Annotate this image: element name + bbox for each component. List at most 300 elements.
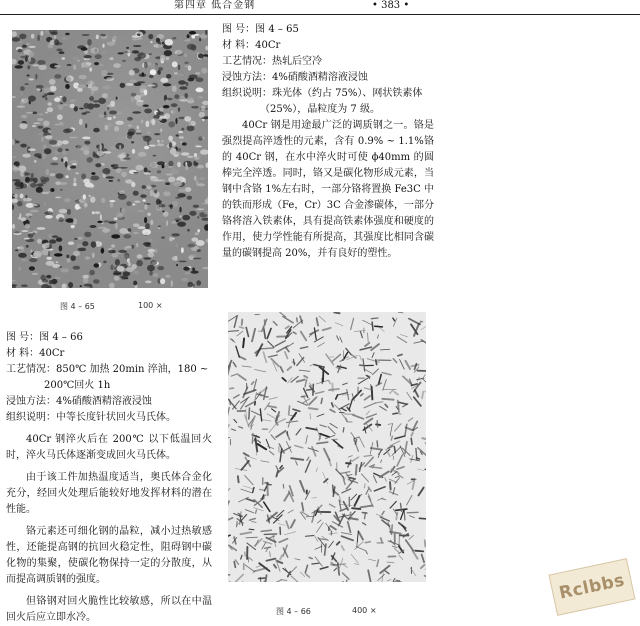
- grain-spot: [72, 163, 77, 165]
- grain-spot: [47, 107, 53, 112]
- martensite-needle: [407, 392, 412, 399]
- martensite-needle: [330, 504, 335, 507]
- grain-spot: [59, 209, 68, 214]
- grain-spot: [42, 192, 49, 194]
- grain-spot: [159, 204, 166, 207]
- grain-spot: [174, 154, 179, 156]
- grain-spot: [133, 45, 142, 47]
- martensite-needle: [285, 532, 296, 535]
- grain-spot: [58, 182, 67, 185]
- martensite-needle: [306, 436, 308, 444]
- grain-spot: [206, 163, 209, 168]
- grain-spot: [21, 91, 23, 96]
- martensite-needle: [245, 476, 253, 485]
- grain-spot: [37, 60, 46, 65]
- grain-spot: [138, 226, 146, 229]
- micrograph-texture-2: [228, 312, 426, 582]
- grain-spot: [160, 278, 165, 284]
- martensite-needle: [286, 421, 297, 423]
- martensite-needle: [328, 427, 335, 434]
- grain-spot: [149, 53, 152, 55]
- martensite-needle: [380, 566, 389, 573]
- martensite-needle: [228, 535, 230, 537]
- grain-spot: [40, 176, 46, 182]
- grain-spot: [109, 111, 117, 115]
- martensite-needle: [286, 348, 289, 352]
- martensite-needle: [390, 501, 396, 508]
- grain-spot: [82, 137, 91, 140]
- martensite-needle: [318, 343, 325, 347]
- grain-spot: [206, 239, 208, 243]
- martensite-needle: [371, 344, 379, 350]
- grain-spot: [192, 268, 195, 271]
- magnification-label-4-65: 100 ×: [138, 301, 163, 310]
- grain-spot: [179, 136, 184, 138]
- martensite-needle: [278, 524, 285, 526]
- grain-spot: [67, 209, 71, 215]
- grain-spot: [170, 204, 173, 209]
- grain-spot: [149, 145, 156, 147]
- martensite-needle: [382, 511, 384, 514]
- grain-spot: [23, 198, 32, 202]
- martensite-needle: [366, 414, 376, 418]
- grain-spot: [165, 99, 169, 103]
- martensite-needle: [228, 501, 229, 512]
- info-process: 工艺情况：热轧后空冷: [222, 54, 434, 70]
- martensite-needle: [391, 525, 392, 534]
- martensite-needle: [359, 532, 363, 540]
- martensite-needle: [255, 370, 266, 372]
- martensite-needle: [422, 555, 425, 563]
- grain-spot: [109, 200, 115, 202]
- martensite-needle: [414, 341, 423, 343]
- martensite-needle: [405, 424, 407, 436]
- grain-spot: [92, 211, 95, 214]
- grain-spot: [117, 52, 123, 54]
- martensite-needle: [273, 322, 277, 326]
- grain-spot: [199, 177, 206, 180]
- martensite-needle: [390, 482, 391, 489]
- grain-spot: [183, 82, 188, 84]
- grain-spot: [50, 173, 56, 176]
- grain-spot: [41, 250, 46, 252]
- grain-spot: [65, 33, 69, 35]
- grain-spot: [40, 31, 43, 36]
- martensite-needle: [245, 565, 255, 572]
- martensite-needle: [399, 555, 403, 559]
- martensite-needle: [380, 406, 387, 410]
- grain-spot: [197, 183, 205, 186]
- grain-spot: [202, 101, 208, 105]
- grain-spot: [128, 124, 133, 127]
- martensite-needle: [375, 326, 383, 327]
- martensite-needle: [312, 447, 316, 456]
- grain-spot: [171, 233, 179, 236]
- grain-spot: [106, 95, 109, 101]
- grain-spot: [17, 201, 23, 206]
- grain-spot: [50, 188, 54, 192]
- micrograph-fig-4-65: [12, 30, 208, 288]
- grain-spot: [44, 211, 52, 215]
- grain-spot: [148, 34, 153, 39]
- micrograph-texture-1: [12, 30, 208, 288]
- martensite-needle: [254, 379, 257, 390]
- grain-spot: [135, 165, 143, 171]
- grain-spot: [150, 220, 153, 225]
- martensite-needle: [393, 456, 394, 459]
- grain-spot: [156, 112, 164, 116]
- martensite-needle: [306, 428, 316, 430]
- grain-spot: [41, 275, 46, 281]
- martensite-needle: [316, 392, 324, 394]
- martensite-needle: [272, 409, 276, 412]
- grain-spot: [182, 142, 187, 145]
- martensite-needle: [259, 578, 265, 579]
- grain-spot: [179, 261, 187, 263]
- grain-spot: [187, 125, 195, 131]
- grain-spot: [127, 117, 133, 121]
- martensite-needle: [416, 458, 419, 459]
- martensite-needle: [318, 520, 322, 523]
- grain-spot: [160, 78, 168, 83]
- martensite-needle: [385, 478, 387, 482]
- martensite-needle: [320, 567, 328, 569]
- grain-spot: [62, 284, 67, 289]
- martensite-needle: [393, 578, 395, 581]
- martensite-needle: [351, 433, 355, 439]
- martensite-needle: [228, 489, 230, 495]
- martensite-needle: [385, 404, 387, 407]
- grain-spot: [137, 100, 144, 102]
- grain-spot: [147, 131, 151, 134]
- grain-spot: [165, 182, 170, 185]
- martensite-needle: [329, 389, 339, 390]
- martensite-needle: [376, 402, 383, 403]
- grain-spot: [91, 172, 95, 175]
- martensite-needle: [413, 551, 418, 559]
- grain-spot: [172, 61, 178, 67]
- grain-spot: [33, 178, 38, 184]
- grain-spot: [84, 284, 92, 287]
- grain-spot: [54, 98, 61, 102]
- grain-spot: [62, 57, 66, 59]
- martensite-needle: [263, 541, 271, 544]
- martensite-needle: [425, 569, 426, 571]
- martensite-needle: [352, 457, 359, 461]
- grain-spot: [145, 223, 150, 229]
- grain-spot: [150, 190, 153, 197]
- martensite-needle: [309, 397, 317, 406]
- grain-spot: [12, 280, 16, 282]
- martensite-needle: [377, 441, 378, 447]
- martensite-needle: [398, 312, 403, 313]
- grain-spot: [44, 148, 51, 154]
- martensite-needle: [393, 359, 396, 363]
- martensite-needle: [352, 508, 360, 509]
- martensite-needle: [252, 433, 253, 443]
- martensite-needle: [400, 359, 405, 369]
- martensite-needle: [383, 380, 387, 391]
- grain-spot: [198, 54, 204, 59]
- grain-spot: [50, 163, 58, 166]
- martensite-needle: [246, 537, 257, 538]
- martensite-needle: [289, 343, 294, 346]
- martensite-needle: [309, 408, 318, 409]
- grain-spot: [160, 55, 165, 61]
- grain-spot: [193, 258, 202, 260]
- grain-spot: [21, 217, 27, 221]
- martensite-needle: [343, 383, 348, 385]
- description-fig-4-66: [6, 330, 212, 626]
- grain-spot: [196, 280, 201, 286]
- grain-spot: [31, 273, 38, 275]
- grain-spot: [171, 103, 178, 107]
- grain-spot: [198, 96, 203, 98]
- martensite-needle: [320, 425, 326, 427]
- grain-spot: [185, 165, 188, 170]
- watermark-text: Rclbbs: [557, 570, 626, 603]
- martensite-needle: [353, 415, 364, 419]
- grain-spot: [189, 31, 196, 35]
- martensite-needle: [378, 574, 385, 580]
- grain-spot: [111, 164, 115, 167]
- martensite-needle: [306, 574, 309, 577]
- grain-spot: [172, 221, 177, 224]
- martensite-needle: [425, 540, 426, 546]
- martensite-needle: [294, 359, 295, 364]
- grain-spot: [189, 75, 198, 80]
- martensite-needle: [276, 466, 278, 471]
- grain-spot: [150, 176, 157, 178]
- martensite-needle: [423, 379, 426, 385]
- grain-spot: [119, 191, 125, 195]
- grain-spot: [12, 156, 16, 158]
- martensite-needle: [407, 512, 418, 513]
- grain-spot: [84, 141, 90, 145]
- martensite-needle: [343, 428, 344, 432]
- grain-spot: [203, 91, 208, 93]
- martensite-needle: [285, 352, 288, 359]
- grain-spot: [65, 128, 74, 132]
- grain-spot: [127, 135, 132, 139]
- grain-spot: [168, 121, 175, 127]
- grain-spot: [69, 137, 78, 139]
- grain-spot: [51, 145, 60, 147]
- info-process: 工艺情况：850℃ 加热 20min 淬油，180 ~ 200℃回火 1h: [6, 362, 212, 394]
- grain-spot: [70, 99, 76, 102]
- grain-spot: [201, 218, 208, 221]
- martensite-needle: [232, 429, 236, 430]
- martensite-needle: [398, 355, 402, 356]
- grain-spot: [132, 35, 139, 38]
- martensite-needle: [261, 461, 269, 462]
- grain-spot: [100, 34, 106, 37]
- grain-spot: [172, 37, 176, 39]
- grain-spot: [32, 64, 39, 66]
- martensite-needle: [288, 567, 297, 576]
- grain-spot: [109, 180, 114, 182]
- martensite-needle: [249, 408, 250, 419]
- grain-spot: [38, 65, 46, 70]
- martensite-needle: [314, 328, 316, 340]
- grain-spot: [20, 60, 22, 65]
- martensite-needle: [252, 329, 255, 342]
- grain-spot: [85, 256, 90, 260]
- martensite-needle: [295, 559, 300, 560]
- grain-spot: [196, 88, 204, 93]
- martensite-needle: [332, 403, 333, 407]
- grain-spot: [196, 165, 204, 169]
- martensite-needle: [288, 421, 290, 428]
- martensite-needle: [234, 316, 237, 327]
- martensite-needle: [357, 531, 358, 542]
- martensite-needle: [395, 436, 405, 439]
- grain-spot: [155, 180, 161, 182]
- grain-spot: [153, 115, 160, 119]
- grain-spot: [126, 83, 134, 86]
- grain-spot: [29, 266, 35, 270]
- martensite-needle: [395, 549, 399, 553]
- martensite-needle: [355, 496, 360, 506]
- grain-spot: [188, 244, 196, 248]
- martensite-needle: [231, 374, 237, 376]
- info-figure-number: 图 号：图 4 – 65: [222, 22, 434, 38]
- grain-spot: [153, 44, 162, 48]
- martensite-needle: [407, 495, 412, 505]
- grain-spot: [204, 224, 208, 231]
- grain-spot: [48, 102, 52, 106]
- martensite-needle: [260, 409, 261, 421]
- grain-spot: [202, 267, 208, 270]
- martensite-needle: [365, 542, 370, 543]
- martensite-needle: [280, 466, 282, 469]
- grain-spot: [128, 228, 132, 231]
- grain-spot: [25, 224, 30, 229]
- martensite-needle: [361, 506, 373, 508]
- martensite-needle: [237, 331, 243, 336]
- grain-spot: [38, 113, 43, 115]
- martensite-needle: [378, 335, 379, 338]
- martensite-needle: [279, 539, 287, 543]
- grain-spot: [142, 185, 146, 189]
- grain-spot: [126, 47, 129, 49]
- grain-spot: [168, 136, 173, 142]
- grain-spot: [80, 285, 82, 287]
- grain-spot: [104, 125, 108, 131]
- grain-spot: [182, 215, 190, 221]
- martensite-needle: [284, 493, 289, 501]
- grain-spot: [149, 238, 153, 242]
- martensite-needle: [415, 364, 417, 370]
- grain-spot: [143, 199, 146, 201]
- martensite-needle: [387, 579, 391, 581]
- martensite-needle: [330, 423, 337, 428]
- martensite-needle: [291, 520, 295, 527]
- martensite-needle: [323, 328, 331, 330]
- grain-spot: [62, 140, 69, 144]
- grain-spot: [153, 155, 157, 157]
- martensite-needle: [368, 487, 371, 491]
- grain-spot: [59, 51, 65, 54]
- grain-spot: [137, 254, 143, 258]
- martensite-needle: [393, 546, 397, 547]
- grain-spot: [20, 144, 27, 148]
- grain-spot: [62, 150, 67, 156]
- grain-spot: [73, 57, 78, 60]
- grain-spot: [24, 98, 28, 103]
- grain-spot: [117, 137, 123, 140]
- martensite-needle: [348, 522, 351, 532]
- grain-spot: [74, 238, 78, 240]
- grain-spot: [56, 237, 62, 242]
- grain-spot: [117, 154, 125, 159]
- grain-spot: [12, 37, 20, 41]
- martensite-needle: [265, 547, 271, 548]
- grain-spot: [115, 259, 120, 266]
- grain-spot: [114, 126, 119, 132]
- martensite-needle: [234, 395, 240, 398]
- grain-spot: [109, 123, 112, 127]
- grain-spot: [178, 74, 185, 76]
- grain-spot: [55, 197, 61, 199]
- grain-spot: [175, 50, 183, 55]
- martensite-needle: [411, 433, 412, 436]
- martensite-needle: [239, 375, 246, 380]
- martensite-needle: [351, 494, 357, 500]
- grain-spot: [14, 231, 20, 233]
- martensite-needle: [371, 318, 378, 319]
- grain-spot: [132, 245, 135, 249]
- grain-spot: [14, 65, 23, 68]
- grain-spot: [99, 144, 102, 150]
- grain-spot: [85, 123, 87, 128]
- grain-spot: [194, 176, 197, 181]
- martensite-needle: [364, 388, 371, 390]
- grain-spot: [12, 59, 17, 65]
- grain-spot: [35, 74, 37, 80]
- grain-spot: [68, 282, 73, 288]
- grain-spot: [93, 151, 96, 156]
- grain-spot: [158, 141, 160, 146]
- micrograph-fig-4-66: [228, 312, 426, 582]
- grain-spot: [101, 70, 108, 76]
- grain-spot: [141, 120, 144, 124]
- martensite-needle: [419, 488, 424, 496]
- martensite-needle: [392, 447, 401, 455]
- grain-spot: [95, 163, 101, 167]
- martensite-needle: [301, 332, 306, 341]
- martensite-needle: [394, 392, 398, 395]
- grain-spot: [71, 255, 76, 261]
- grain-spot: [108, 221, 116, 224]
- grain-spot: [29, 258, 37, 262]
- martensite-needle: [422, 392, 423, 399]
- grain-spot: [181, 278, 188, 281]
- martensite-needle: [295, 446, 303, 448]
- martensite-needle: [345, 414, 354, 415]
- grain-spot: [54, 39, 59, 45]
- grain-spot: [56, 49, 62, 52]
- martensite-needle: [362, 474, 369, 482]
- grain-spot: [123, 234, 131, 238]
- martensite-needle: [309, 558, 312, 559]
- martensite-needle: [339, 558, 343, 568]
- martensite-needle: [387, 562, 394, 563]
- grain-spot: [67, 64, 72, 66]
- grain-spot: [19, 41, 23, 43]
- grain-spot: [145, 281, 152, 284]
- martensite-needle: [413, 482, 415, 490]
